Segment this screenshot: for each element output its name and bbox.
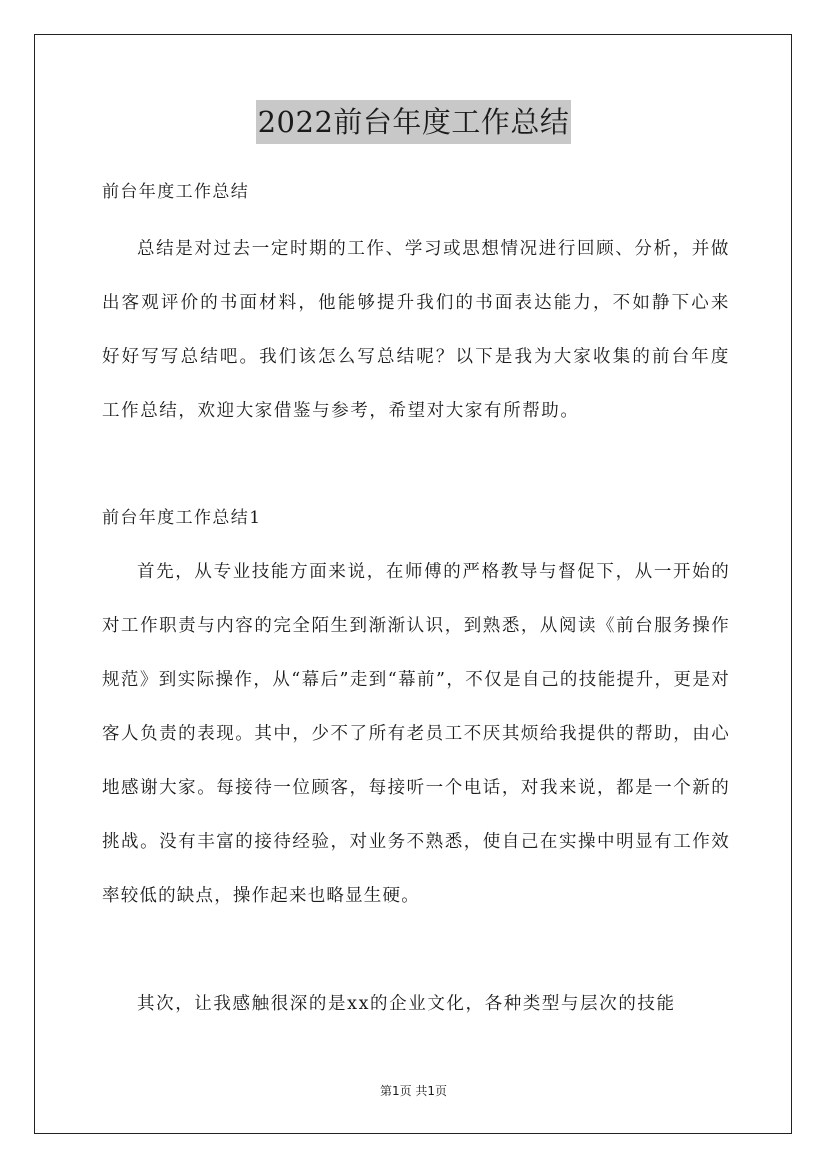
section-heading: 前台年度工作总结1 [102, 508, 262, 528]
document-title: 2022前台年度工作总结 [256, 100, 572, 144]
title-container [0, 100, 827, 144]
body-paragraph: 首先，从专业技能方面来说，在师傅的严格教导与督促下，从一开始的对工作职责与内容的完全陌生到渐渐认识，到熟悉，从阅读《前台服务操作规范》到实际操作，从“幕后”走到“幕前”，不仅是自己的技能提升，更是对客人负责的表现。其中，少不了所有老员工不厌其烦给我提供的帮助，由心地感谢大家。每接待一位顾客，每接听一个电话，对我来说，都是一个新的挑战。没有丰富的接待经验，对业务不熟悉，使自己在实操中明显有工作效率较低的缺点，操作起来也略显生硬。 [102, 562, 730, 906]
intro-paragraph: 总结是对过去一定时期的工作、学习或思想情况进行回顾、分析，并做出客观评价的书面材料，他能够提升我们的书面表达能力，不如静下心来好好写写总结吧。我们该怎么写总结呢？以下是我为大家收集的前台年度工作总结，欢迎大家借鉴与参考，希望对大家有所帮助。 [102, 239, 730, 421]
document-subtitle: 前台年度工作总结 [102, 182, 250, 202]
body-paragraph-continued: 其次，让我感触很深的是xx的企业文化，各种类型与层次的技能 [137, 994, 676, 1014]
page-footer: 第1页 共1页 [379, 1084, 448, 1098]
